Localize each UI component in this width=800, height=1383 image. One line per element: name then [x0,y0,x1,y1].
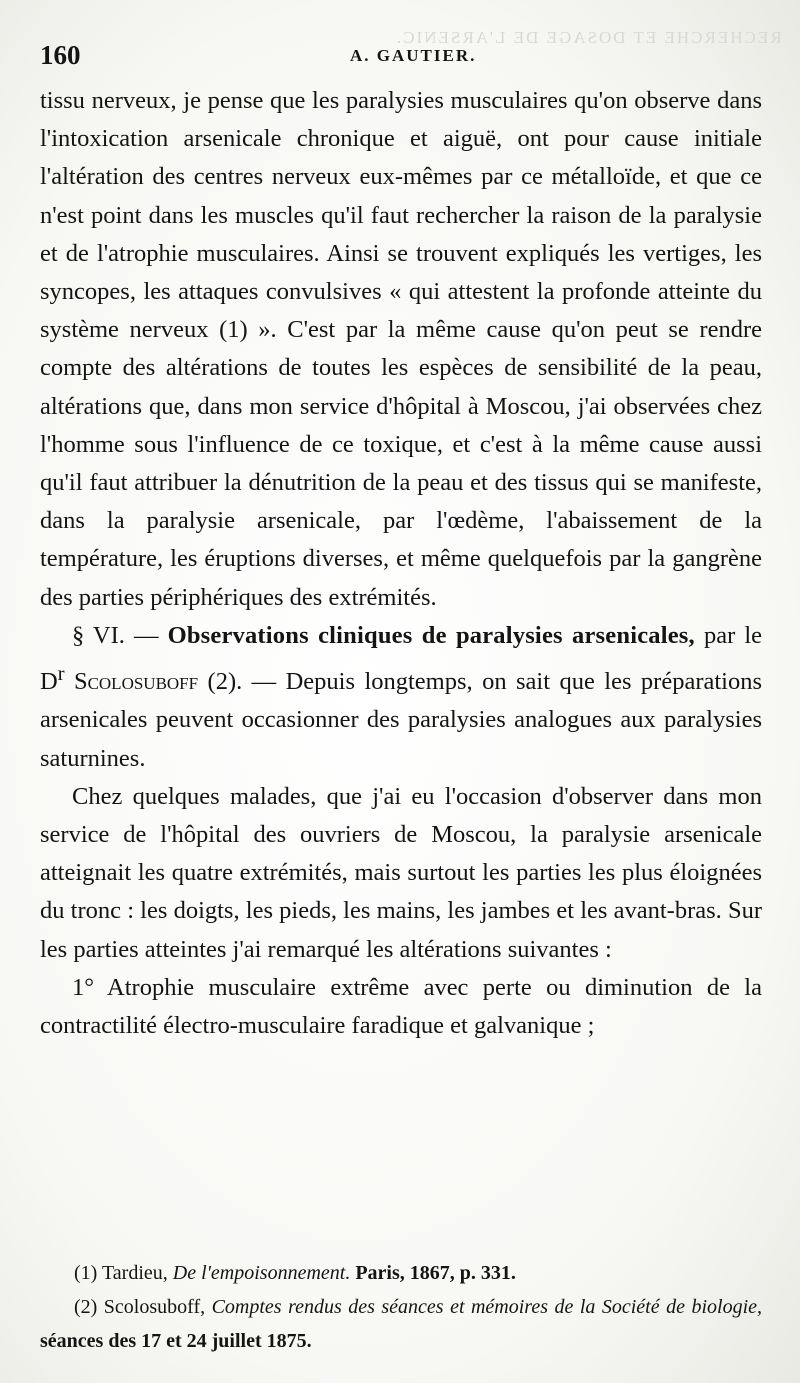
footnote-2-marker: (2) Scolosuboff, [74,1296,206,1318]
footnote-1-rest: Paris, 1867, p. 331. [355,1262,516,1284]
page-number: 160 [40,40,81,70]
running-head: A. GAUTIER. [350,46,477,65]
section-author: Scolosuboff [73,668,199,696]
section-by: par le D [40,621,763,696]
body-text [40,82,762,1045]
bleed-through-text: RECHERCHE ET DOSAGE DE L'ARSENIC. [395,28,782,47]
paragraph-1: tissu nerveux, je pense que les paralysies musculaires qu'on observe dans l'intoxication arsenicale chronique et aiguë, ont pour cause initiale l'altération des centres nerveux eux-mêmes par ce métalloïde, et que ce n'est point dans les muscles qu'il faut rechercher la raison de la paralysie et de l'atrophie musculaires. Ainsi se trouvent expliqués les vertiges, les syncopes, les attaques convulsives « qui attestent la profonde atteinte du système nerveux (1) ». C'est par la même cause qu'on peut se rendre compte des altérations de toutes les espèces de sensibilité de la peau, altérations que, dans mon service d'hôpital à Moscou, j'ai observées chez l'homme sous l'influence de ce toxique, et c'est à la même cause aussi qu'il faut attribuer la dénutrition de la peau et des tissus qui se manifeste, dans la paralysie arsenicale, par l'œdème, l'abaissement de la température, les éruptions diverses, et même quelquefois par la gangrène des parties périphériques des extrémités. [40,87,762,611]
section-title: Observations cliniques de paralysies arsenicales, [167,621,695,649]
footnote-2-rest: séances des 17 et 24 juillet 1875. [40,1330,312,1352]
footnote-2-title: Comptes rendus des séances et mémoires de la Société de biologie, [211,1296,763,1318]
footnote-1-marker: (1) Tardieu, [74,1262,168,1284]
footnote-1-title: De l'empoisonnement. [172,1262,351,1284]
paragraph-3: 1° Atrophie musculaire extrême avec perte ou diminution de la contractilité électro-musculaire faradique et galvanique ; [40,973,762,1040]
paragraph-2: Chez quelques malades, que j'ai eu l'occasion d'observer dans mon service de l'hôpital des ouvriers de Moscou, la paralysie arsenicale atteignait les quatre extrémités, mais surtout les parties les plus éloignées du tronc : les doigts, les pieds, les mains, les jambes et les avant-bras. Sur les parties atteintes j'ai remarqué les altérations suivantes : [40,782,762,963]
footnote-1 [40,1256,762,1290]
page-header [40,40,760,76]
section-dr-sup: r [57,663,65,686]
section-number: § VI. — [72,621,159,649]
section-ref: (2). — Depuis longtemps, on sait que les préparations arsenicales peuvent occasionner des paralysies analogues aux paralysies saturnines. [40,668,763,772]
footnote-2 [40,1290,762,1358]
section-heading-paragraph [40,617,762,778]
footnotes [40,1256,762,1358]
